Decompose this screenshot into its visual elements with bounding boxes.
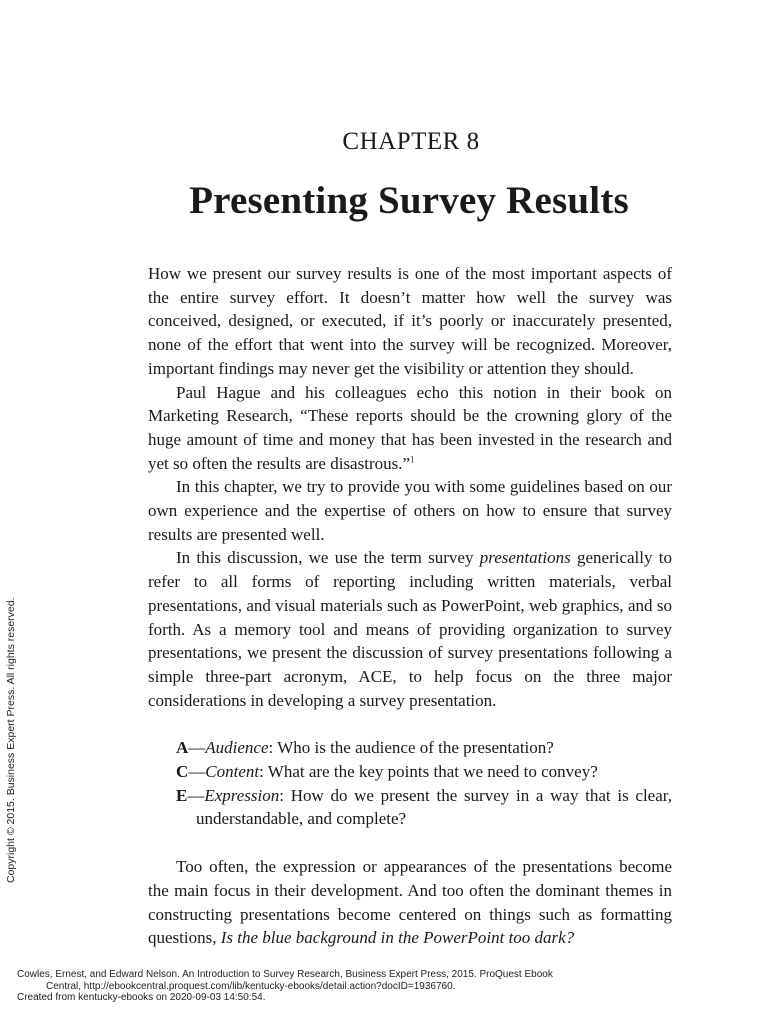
paragraph-ace-intro xyxy=(148,546,672,712)
chapter-title: Presenting Survey Results xyxy=(189,179,629,222)
paragraph-expression xyxy=(148,855,672,950)
paragraph-hague-text: Paul Hague and his colleagues echo this notion in their book on Marketing Research, “These reports should be the crowning glory of the huge amount of time and money that has been invested in the research and yet so often the results are disastrous.” xyxy=(148,382,672,473)
citation-line-2[interactable]: Central, http://ebookcentral.proquest.com/lib/kentucky-ebooks/detail.action?docID=1936760. xyxy=(46,980,456,992)
chapter-label: CHAPTER 8 xyxy=(342,128,480,155)
paragraph-expression-text: Too often, the expression or appearances of the presentations become the main focus in their development. And too often the dominant themes in constructing presentations become centered on things such as formatting questions, xyxy=(148,857,672,948)
acronym-desc: : What are the key points that we need to convey? xyxy=(259,762,598,782)
acronym-item-expression xyxy=(176,784,672,831)
paragraph-ace-text-1: In this discussion, we use the term survey xyxy=(176,548,480,568)
acronym-term: Audience xyxy=(205,738,269,758)
acronym-item-audience xyxy=(176,736,672,760)
acronym-letter: C xyxy=(176,762,189,782)
citation-footer xyxy=(17,969,757,1004)
acronym-dash: — xyxy=(187,785,205,805)
paragraph-hague-quote xyxy=(148,381,672,476)
acronym-term: Expression xyxy=(204,785,280,805)
paragraph-intro: How we present our survey results is one of the most important aspects of the entire survey effort. It doesn’t matter how well the survey was conceived, designed, or executed, if it’s poorly or inaccurately presented, none of the effort that went into the survey will be recognized. Moreover, important findings may never get the visibility or attention they should. xyxy=(148,264,672,378)
acronym-term: Content xyxy=(205,762,260,782)
acronym-desc: : Who is the audience of the presentation? xyxy=(268,738,554,758)
acronym-letter: E xyxy=(176,785,188,805)
ace-acronym-list xyxy=(148,736,672,831)
footnote-marker[interactable]: 1 xyxy=(410,453,415,464)
paragraph-expression-italic: Is the blue background in the PowerPoint too dark? xyxy=(220,928,575,948)
citation-line-1: Cowles, Ernest, and Edward Nelson. An Introduction to Survey Research, Business Expert Press, 2015. ProQuest Ebook xyxy=(17,969,553,980)
citation-line-3: Created from kentucky-ebooks on 2020-09-03 14:50:54. xyxy=(17,992,266,1003)
paragraph-ace-italic: presentations xyxy=(479,548,571,568)
acronym-letter: A xyxy=(176,738,189,758)
paragraph-guidelines: In this chapter, we try to provide you with some guidelines based on our own experience and the expertise of others on how to ensure that survey results are presented well. xyxy=(148,477,672,544)
copyright-side-note: Copyright © 2015. Business Expert Press. All rights reserved. xyxy=(5,597,17,883)
acronym-desc: : How do we present the survey in a way that is clear, understandable, and complete? xyxy=(196,785,672,829)
paragraph-ace-text-2: generically to refer to all forms of reporting including written materials, verbal presentations, and visual materials such as PowerPoint, web graphics, and so forth. As a memory tool and means of providing organization to survey presentations, we present the discussion of survey presentations following a simple three-part acronym, ACE, to help focus on the three major considerations in developing a survey presentation. xyxy=(148,548,672,710)
acronym-dash: — xyxy=(188,738,206,758)
acronym-item-content xyxy=(176,760,672,784)
acronym-dash: — xyxy=(188,762,206,782)
chapter-body xyxy=(148,262,672,950)
